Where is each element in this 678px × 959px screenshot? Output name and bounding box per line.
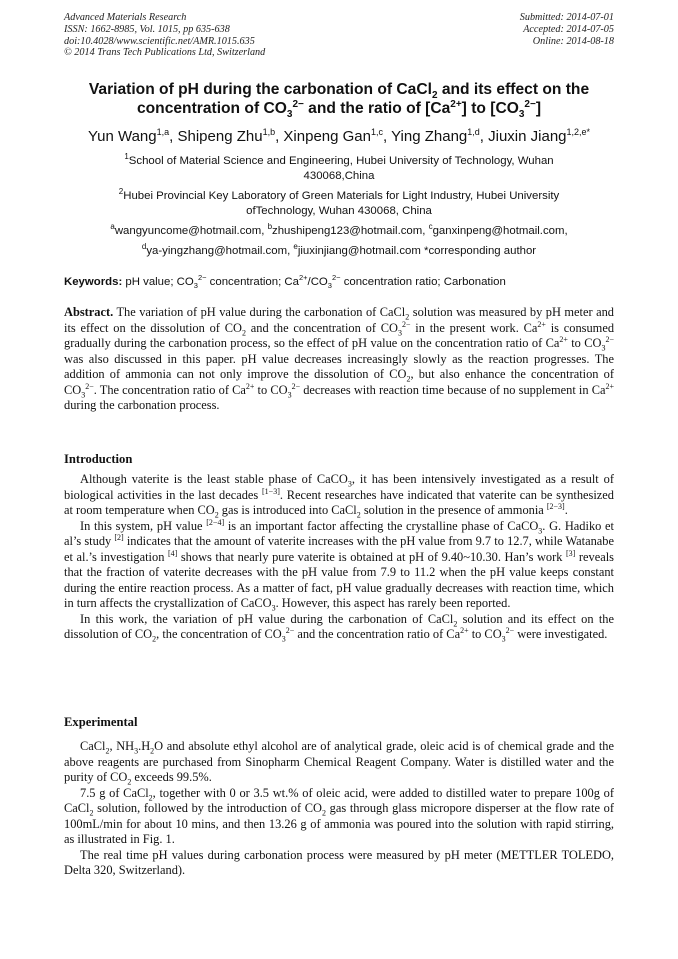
online-date: Online: 2014-08-18	[532, 35, 614, 47]
keywords: Keywords: pH value; $CO_3^{2-}$ concentration; $Ca^{2+}/CO_3^{2-}$ concentration ratio; Carbonation	[64, 273, 506, 291]
citation[interactable]: [1−3]	[262, 486, 280, 496]
journal-header-left	[64, 12, 265, 59]
author-name: Yun Wang	[87, 128, 157, 145]
citation[interactable]: [3]	[566, 548, 576, 558]
email-link[interactable]: ya-yingzhang@hotmail.com,	[146, 245, 294, 258]
affiliation-2: $^2$Hubei Provincial Key Laboratory of Green Materials for Light Industry, Hubei University ofTechnology, Wuhan 430068, China	[118, 187, 560, 218]
paragraph: CaCl$_2$, $NH_3.H_2O$ and absolute ethyl alcohol are of analytical grade, oleic acid is of chemical grade and the above reagents are purchased from Sinopharm Chemical Reagent Company. Water is distilled water and the purity of $CO_2$ exceeds 99.5%.	[64, 739, 614, 787]
author-emails: $^a$wangyuncome@hotmail.com, $^b$zhushipeng123@hotmail.com, $^c$ganxinpeng@hotmail.com, $^d$ya-yingzhang@hotmail.com, $^e$jiuxinjiang@hotmail.com *corresponding author	[110, 222, 568, 258]
paper-title	[64, 80, 614, 121]
paragraph: In this work, the variation of pH value during the carbonation of CaCl$_2$ solution and its effect on the dissolution of $CO_2$, the concentration of $CO_3^{2-}$ and the concentration ratio of $Ca^{2+}$ to $CO_3^{2-}$ were investigated.	[64, 611, 614, 644]
journal-header-right	[520, 12, 614, 47]
introduction-body	[64, 472, 614, 643]
journal-copyright: © 2014 Trans Tech Publications Ltd, Switzerland	[64, 47, 266, 59]
journal-name: Advanced Materials Research	[64, 12, 187, 23]
journal-doi: doi:10.4028/www.scientific.net/AMR.1015.635	[64, 35, 255, 47]
paragraph: In this system, pH value [2−4] is an important factor affecting the crystalline phase of CaCO$_3$. G. Hadiko et al’s study [2] indicates that the amount of vaterite increases with the pH value from 9.7 to 12.7, while Watanabe et al.’s investigation [4] shows that nearly pure vaterite is obtained at pH of 9.40~10.30. Han’s work [3] reveals that the fraction of vaterite decreases with the pH value from 7.9 to 11.2 when the pH value keeps constant during the entire reaction process. As a matter of fact, pH value gradually decreases with reaction time, which in turn affects the crystallization of CaCO$_3$. However, this aspect has rarely been reported.	[64, 517, 614, 613]
citation[interactable]: [2−4]	[206, 517, 225, 527]
title-line-1: Variation of pH during the carbonation of CaCl$_2$ and its effect on the	[88, 81, 590, 102]
citation[interactable]: [2]	[114, 532, 124, 542]
paragraph: Although vaterite is the least stable phase of CaCO$_3$, it has been intensively investigated as a result of biological activities in the last decades [1−3]. Recent researches have indicated that vaterite can be synthesized at room temperature when $CO_2$ gas is introduced into CaCl$_2$ solution in the presence of ammonia [2−3].	[64, 472, 614, 520]
citation[interactable]: [4]	[167, 548, 178, 558]
abstract-label: Abstract.	[64, 305, 114, 319]
journal-issn: ISSN: 1662-8985, Vol. 1015, pp 635-638	[64, 23, 230, 35]
abstract: Abstract. The variation of pH value during the carbonation of CaCl$_2$ solution was measured by pH meter and its effect on the dissolution of $CO_2$ and the concentration of $CO_3^{2-}$ in the present work. $Ca^{2+}$ is consumed gradually during the carbonation process, so the effect of pH value on the concentration ratio of $Ca^{2+}$ to $CO_3^{2-}$ was also discussed in this paper. pH value decreases increasingly slowly as the reaction progresses. The addition of ammonia can not only improve the dissolution of $CO_2$, but also enhance the concentration of $CO_3^{2-}$. The concentration ratio of $Ca^{2+}$ to $CO_3^{2-}$ decreases with reaction time because of no supplement in $Ca^{2+}$ during the carbonation process.	[64, 305, 615, 412]
author-name: Shipeng Zhu	[177, 128, 263, 145]
email-link[interactable]: wangyuncome@hotmail.com,	[114, 224, 268, 237]
author-name: Jiuxin Jiang	[488, 128, 567, 145]
author-name: Ying Zhang	[391, 128, 468, 145]
author-name: Xinpeng Gan	[283, 128, 371, 145]
author-list: Yun Wang$^{1,a}$, Shipeng Zhu$^{1,b}$, Xinpeng Gan$^{1,c}$, Ying Zhang$^{1,d}$, Jiuxin Jiang$^{1,2,e*}$	[87, 127, 591, 145]
affiliation-1: $^1$School of Material Science and Engineering, Hubei University of Technology, Wuhan 430068,China	[124, 152, 554, 183]
title-line-2: concentration of $CO_3^{2-}$ and the ratio of $[Ca^{2+}]$ to $[CO_3^{2-}]$	[136, 98, 542, 121]
paragraph: The real time pH values during carbonation process were measured by pH meter (METTLER TOLEDO, Delta 320, Switzerland).	[64, 847, 614, 877]
experimental-body	[64, 739, 614, 879]
keywords-label: Keywords:	[64, 275, 123, 288]
email-link[interactable]: jiuxinjiang@hotmail.com *corresponding author	[297, 245, 537, 258]
citation[interactable]: [2−3]	[546, 501, 565, 511]
accepted-date: Accepted: 2014-07-05	[523, 23, 614, 35]
email-link[interactable]: zhushipeng123@hotmail.com,	[272, 224, 429, 237]
paragraph: 7.5 g of CaCl$_2$, together with 0 or 3.5 wt.% of oleic acid, were added to distilled water to prepare 100g of CaCl$_2$ solution, followed by the introduction of $CO_2$ gas through glass micropore disperser at the flow rate of 100mL/min for about 10 mins, and then 13.26 g of ammonia was poured into the solution with rapid stirring, as illustrated in Fig. 1.	[64, 785, 614, 846]
email-link[interactable]: ganxinpeng@hotmail.com,	[432, 224, 568, 237]
section-heading-experimental: Experimental	[64, 715, 138, 729]
section-heading-introduction: Introduction	[64, 452, 133, 466]
submitted-date: Submitted: 2014-07-01	[519, 12, 614, 23]
